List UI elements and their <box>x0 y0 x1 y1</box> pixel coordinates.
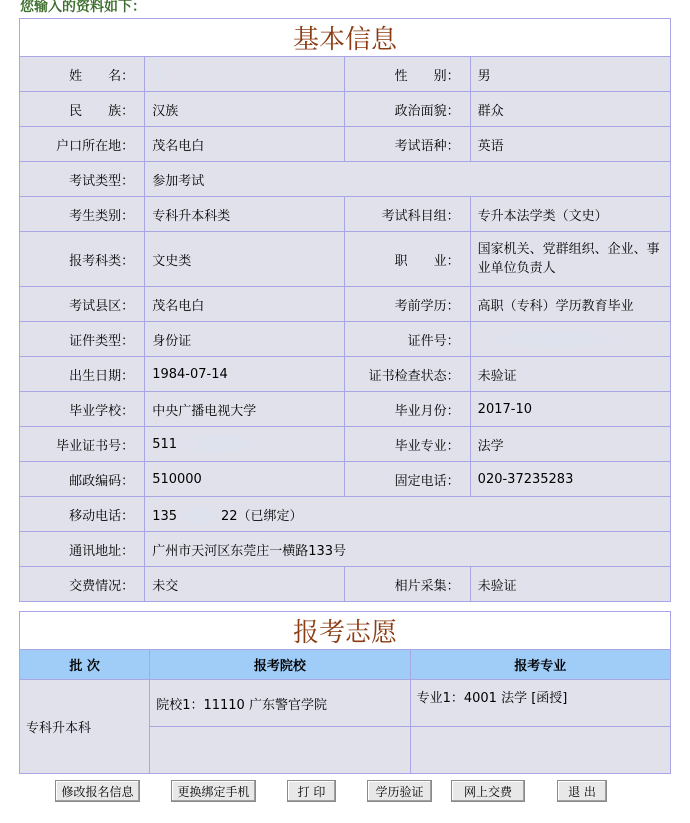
exam-district-label: 考试县区： <box>20 287 145 322</box>
diploma-number-value: 511 <box>145 427 345 462</box>
major-header: 报考专业 <box>410 650 670 680</box>
postal-code-value: 510000 <box>145 462 345 497</box>
row-diploma-number <box>20 427 671 462</box>
row-residence <box>20 127 671 162</box>
exam-type-label: 考试类型： <box>20 162 145 197</box>
subject-group-label: 考试科目组： <box>345 197 470 232</box>
redacted-diploma-number <box>177 437 267 451</box>
edit-registration-button[interactable]: 修改报名信息 <box>55 780 140 802</box>
id-type-label: 证件类型： <box>20 322 145 357</box>
exam-type-value: 参加考试 <box>145 162 671 197</box>
certificate-check-value: 未验证 <box>470 357 670 392</box>
basic-info-table <box>19 18 671 602</box>
application-title: 报考志愿 <box>20 612 671 650</box>
photo-label: 相片采集： <box>345 567 470 602</box>
payment-label: 交费情况： <box>20 567 145 602</box>
row-candidate-category <box>20 197 671 232</box>
school-choice-1: 院校1：11110 广东警官学院 <box>150 680 410 727</box>
application-table <box>19 611 671 774</box>
id-type-value: 身份证 <box>145 322 345 357</box>
mobile-label: 移动电话： <box>20 497 145 532</box>
row-postal-code <box>20 462 671 497</box>
candidate-category-value: 专科升本科类 <box>145 197 345 232</box>
major-value: 法学 <box>470 427 670 462</box>
residence-value: 茂名电白 <box>145 127 345 162</box>
payment-value: 未交 <box>145 567 345 602</box>
row-mobile <box>20 497 671 532</box>
row-apply-category <box>20 232 671 287</box>
id-number-value <box>470 322 670 357</box>
address-value: 广州市天河区东莞庄一横路133号 <box>145 532 671 567</box>
gender-label: 性 别： <box>345 57 470 92</box>
politics-label: 政治面貌： <box>345 92 470 127</box>
basic-info-title: 基本信息 <box>20 19 671 57</box>
batch-header: 批 次 <box>20 650 150 680</box>
apply-category-value: 文史类 <box>145 232 345 287</box>
prior-education-label: 考前学历： <box>345 287 470 322</box>
gender-value: 男 <box>470 57 670 92</box>
row-payment <box>20 567 671 602</box>
occupation-value: 国家机关、党群组织、企业、事业单位负责人 <box>470 232 670 287</box>
id-number-label: 证件号： <box>345 322 470 357</box>
ethnicity-value: 汉族 <box>145 92 345 127</box>
row-exam-type <box>20 162 671 197</box>
online-payment-button[interactable]: 网上交费 <box>451 780 525 802</box>
school-header: 报考院校 <box>150 650 410 680</box>
subject-group-value: 专升本法学类（文史） <box>470 197 670 232</box>
print-button[interactable]: 打 印 <box>287 780 336 802</box>
occupation-label: 职 业： <box>345 232 470 287</box>
exit-button[interactable]: 退 出 <box>557 780 607 802</box>
language-label: 考试语种： <box>345 127 470 162</box>
diploma-number-label: 毕业证书号： <box>20 427 145 462</box>
name-label: 姓 名： <box>20 57 145 92</box>
action-buttons <box>0 780 690 804</box>
graduate-month-label: 毕业月份： <box>345 392 470 427</box>
redacted-name <box>152 67 166 81</box>
major-choice-1: 专业1：4001 法学 [函授] <box>410 680 670 727</box>
input-summary-note: 您输入的资料如下： <box>20 0 146 15</box>
birth-date-label: 出生日期： <box>20 357 145 392</box>
residence-label: 户口所在地： <box>20 127 145 162</box>
row-ethnicity <box>20 92 671 127</box>
redacted-mobile <box>177 509 221 523</box>
exam-district-value: 茂名电白 <box>145 287 345 322</box>
verify-education-button[interactable]: 学历验证 <box>367 780 432 802</box>
change-phone-button[interactable]: 更换绑定手机 <box>171 780 256 802</box>
mobile-value: 135 22（已绑定） <box>145 497 671 532</box>
major-choice-2 <box>410 727 670 774</box>
candidate-category-label: 考生类别： <box>20 197 145 232</box>
apply-category-label: 报考科类： <box>20 232 145 287</box>
postal-code-label: 邮政编码： <box>20 462 145 497</box>
prior-education-value: 高职（专科）学历教育毕业 <box>470 287 670 322</box>
name-value <box>145 57 345 92</box>
batch-value: 专科升本科 <box>20 680 150 774</box>
row-id-type <box>20 322 671 357</box>
graduate-school-value: 中央广播电视大学 <box>145 392 345 427</box>
landline-label: 固定电话： <box>345 462 470 497</box>
row-graduate-school <box>20 392 671 427</box>
school-choice-2 <box>150 727 410 774</box>
photo-value: 未验证 <box>470 567 670 602</box>
major-label: 毕业专业： <box>345 427 470 462</box>
graduate-month-value: 2017-10 <box>470 392 670 427</box>
row-birth-date <box>20 357 671 392</box>
ethnicity-label: 民 族： <box>20 92 145 127</box>
politics-value: 群众 <box>470 92 670 127</box>
redacted-id-number <box>478 332 628 346</box>
address-label: 通讯地址： <box>20 532 145 567</box>
row-exam-district <box>20 287 671 322</box>
row-name <box>20 57 671 92</box>
row-address <box>20 532 671 567</box>
graduate-school-label: 毕业学校： <box>20 392 145 427</box>
birth-date-value: 1984-07-14 <box>145 357 345 392</box>
landline-value: 020-37235283 <box>470 462 670 497</box>
language-value: 英语 <box>470 127 670 162</box>
certificate-check-label: 证书检查状态： <box>345 357 470 392</box>
